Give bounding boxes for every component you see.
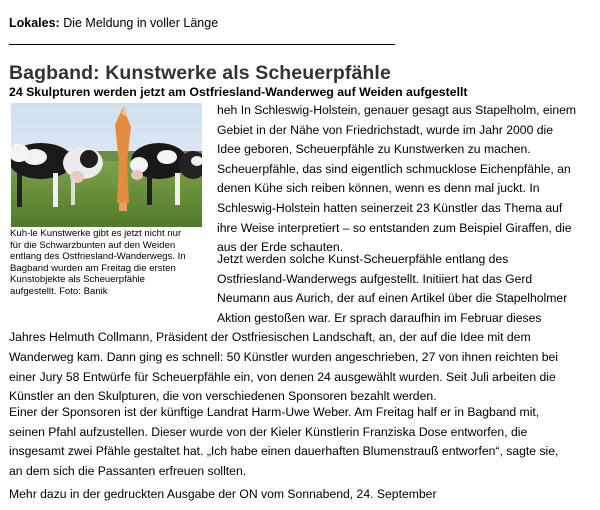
text-line: Einer der Sponsoren ist der künftige Landrat Harm-Uwe Weber. Am Freitag half er in Bagband mit,	[9, 405, 540, 419]
text-line: Ostfriesland-Wanderwegs aufgestellt. Initiiert hat das Gerd	[217, 271, 533, 286]
text-line: einer Jury 58 Entwürfe für Scheuerpfähle ein, von denen 24 ausgewählt wurden. Seit Juli arbeiten die	[9, 369, 556, 384]
paragraph-intro	[217, 101, 576, 258]
paragraph-second	[9, 250, 567, 407]
caption-line: Kuh-le Kunstwerke gibt es jetzt nicht nur	[10, 228, 182, 239]
text-line: Scheuerpfähle, das sind eigentlich schmucklose Eichenpfähle, an	[217, 161, 571, 176]
text-line: seinen Pfahl aufzustellen. Dieser wurde von der Kieler Künstlerin Franziska Dose entworfen, die	[9, 424, 528, 439]
caption-line: für die Schwarzbunten auf den Weiden	[10, 239, 176, 251]
text-line: Schleswig-Holstein hatten seinerzeit 23 Künstler das Thema auf	[217, 200, 563, 215]
caption-line: entlang des Ostfriesland-Wanderwegs. In	[10, 251, 186, 263]
text-line: Neumann aus Aurich, der auf einen Artikel über die Stapelholmer	[217, 291, 568, 306]
text-line: denen Kühe sich reiben können, wenn es denn mal juckt. In	[217, 181, 540, 196]
text-line: heh In Schleswig-Holstein, genauer gesagt aus Stapelholm, einem	[217, 103, 577, 117]
text-line: ihre Weise interpretiert – so entstanden zum Beispiel Giraffen, die	[217, 220, 572, 235]
text-line: Mehr dazu in der gedruckten Ausgabe der ON vom Sonnabend, 24. September	[9, 487, 437, 501]
page-header	[9, 16, 218, 30]
text-line: an dem sich die Passanten erfreuen sollten.	[9, 463, 247, 478]
footer-note	[9, 485, 437, 505]
text-line: aus der Erde schauten.	[217, 240, 344, 255]
caption-line: aufgestellt. Foto: Banik	[10, 285, 108, 297]
article-title: Bagband: Kunstwerke als Scheuerpfähle	[9, 62, 391, 84]
text-line: Gebiet in der Nähe von Friedrichstadt, wurde im Jahr 2000 die	[217, 122, 554, 137]
text-line: Jahres Helmuth Collmann, Präsident der Ostfriesischen Landschaft, an, der auf die Idee mit dem	[9, 330, 531, 345]
caption-line: Kunstobjekte als Scheuerpfähle	[10, 274, 145, 286]
text-line: insgesamt zwei Pfähle gestaltet hat. „Ich habe einen dauerhaften Blumenstrauß entworfen“, sagte sie,	[9, 444, 559, 459]
text-line: Jetzt werden solche Kunst-Scheuerpfähle entlang des	[217, 252, 509, 266]
caption-line: Bagband wurden am Freitag die ersten	[10, 262, 176, 274]
text-line: Künstler an den Skulpturen, die von verschiedenen Sponsoren bezahlt werden.	[9, 389, 437, 404]
text-line: Wanderweg kam. Dann ging es schnell: 50 Künstler wurden angeschrieben, 27 von ihnen reichten bei	[9, 349, 558, 364]
section-label: Lokales:	[9, 16, 60, 30]
paragraph-third	[9, 403, 558, 481]
text-line: Aktion gestoßen war. Er sprach daraufhin im Februar dieses	[217, 310, 542, 325]
header-divider	[9, 44, 395, 45]
header-text: Die Meldung in voller Länge	[63, 16, 219, 30]
article-subtitle: 24 Skulpturen werden jetzt am Ostfriesland-Wanderweg auf Weiden aufgestellt	[9, 85, 468, 99]
article-photo	[11, 103, 202, 227]
text-line: Idee geboren, Scheuerpfähle zu Kunstwerken zu machen.	[217, 142, 531, 157]
